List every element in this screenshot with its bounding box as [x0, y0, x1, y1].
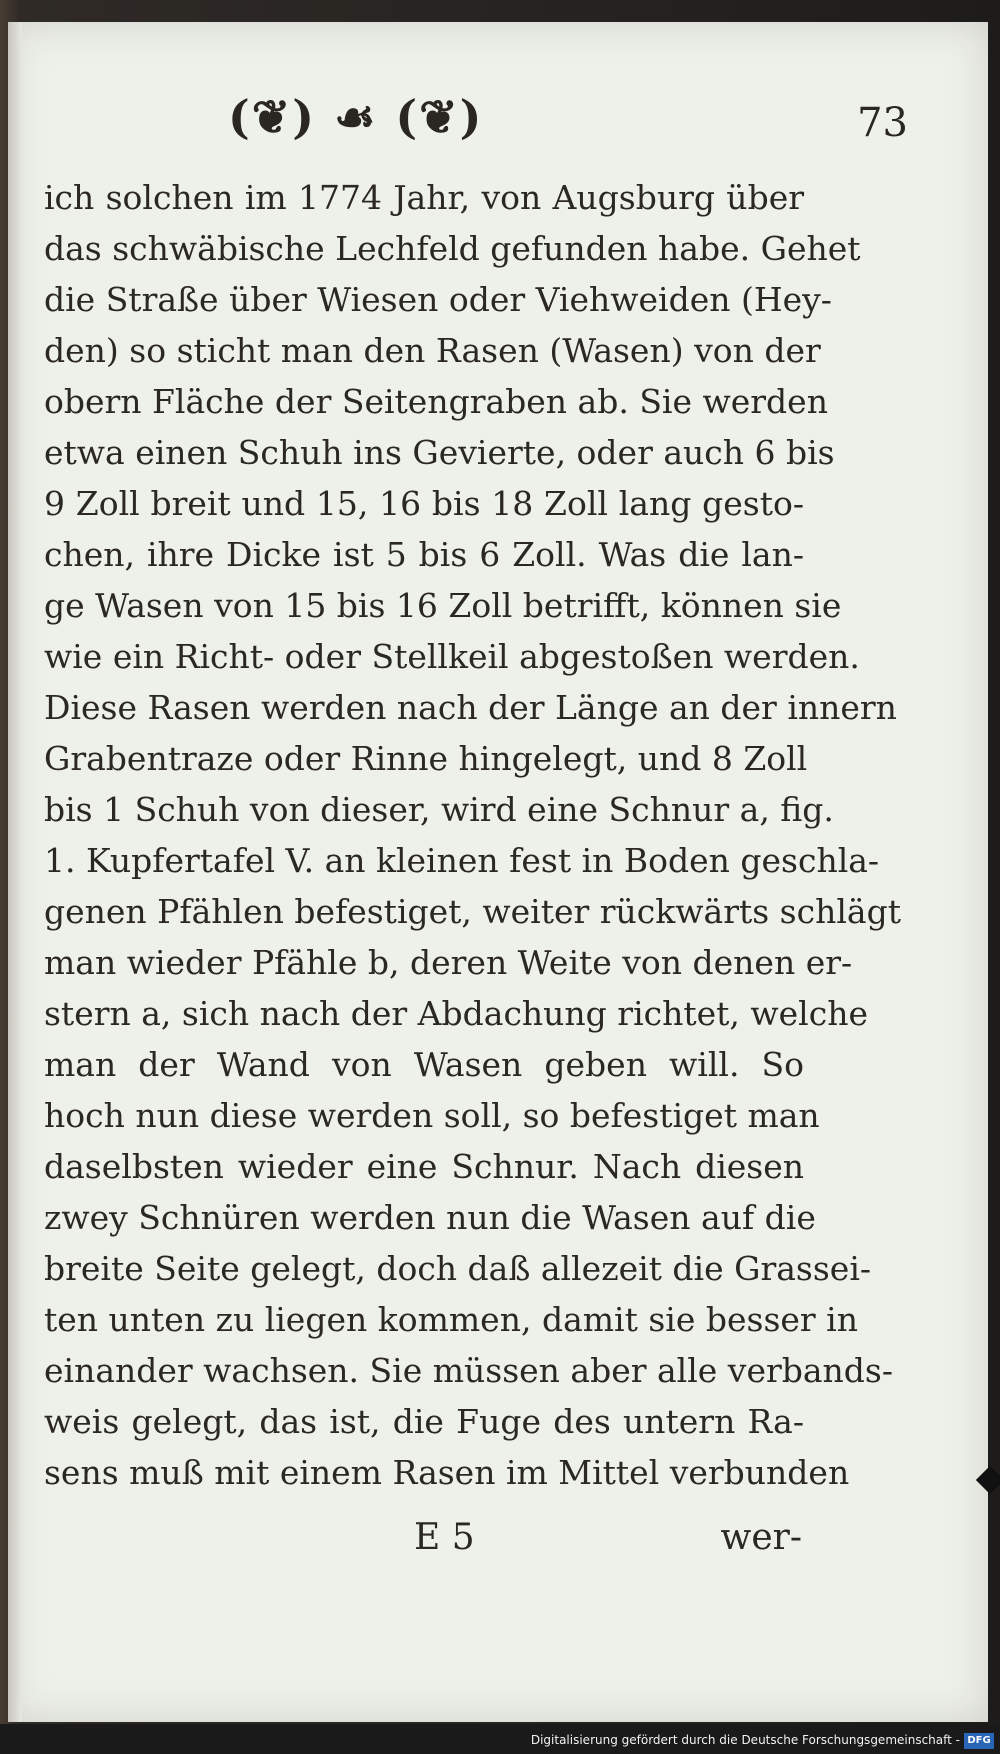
- text-line: daselbsten wieder eine Schnur. Nach diesen: [44, 1147, 804, 1186]
- header-ornament: (❦) ☙ (❦): [228, 90, 484, 144]
- text-line: einander wachsen. Sie müssen aber alle verbands-: [44, 1351, 894, 1390]
- text-line: obern Fläche der Seitengraben ab. Sie werden: [44, 382, 828, 421]
- text-line: bis 1 Schuh von dieser, wird eine Schnur a, fig.: [44, 790, 834, 829]
- text-line: chen, ihre Dicke ist 5 bis 6 Zoll. Was die lan-: [44, 535, 804, 574]
- text-line: man der Wand von Wasen geben will. So: [44, 1045, 804, 1084]
- page-number: 73: [857, 100, 908, 146]
- text-line: stern a, sich nach der Abdachung richtet, welche: [44, 994, 868, 1033]
- catchword: wer-: [720, 1517, 802, 1558]
- text-line: Grabentraze oder Rinne hingelegt, und 8 Zoll: [44, 739, 808, 778]
- text-line: hoch nun diese werden soll, so befestiget man: [44, 1096, 820, 1135]
- digitization-footer: [0, 1724, 1000, 1754]
- page-header: [48, 90, 908, 170]
- book-page: [8, 22, 988, 1722]
- text-line: die Straße über Wiesen oder Viehweiden (Hey-: [44, 280, 832, 319]
- text-line: ich solchen im 1774 Jahr, von Augsburg über: [44, 178, 804, 217]
- text-line: das schwäbische Lechfeld gefunden habe. Gehet: [44, 229, 861, 268]
- text-line: sens muß mit einem Rasen im Mittel verbunden: [44, 1453, 850, 1492]
- text-line: ge Wasen von 15 bis 16 Zoll betrifft, können sie: [44, 586, 842, 625]
- page-footer: [44, 1517, 804, 1569]
- signature-mark: E 5: [414, 1517, 475, 1558]
- text-line: 1. Kupfertafel V. an kleinen fest in Boden geschla-: [44, 841, 880, 880]
- text-line: breite Seite gelegt, doch daß allezeit die Grassei-: [44, 1249, 872, 1288]
- text-line: man wieder Pfähle b, deren Weite von denen er-: [44, 943, 853, 982]
- text-line: den) so sticht man den Rasen (Wasen) von der: [44, 331, 821, 370]
- dfg-logo: DFG: [964, 1733, 994, 1749]
- text-line: wie ein Richt- oder Stellkeil abgestoßen werden.: [44, 637, 860, 676]
- text-line: etwa einen Schuh ins Gevierte, oder auch 6 bis: [44, 433, 835, 472]
- text-line: ten unten zu liegen kommen, damit sie besser in: [44, 1300, 858, 1339]
- page-edge: [8, 22, 22, 1722]
- text-line: Diese Rasen werden nach der Länge an der innern: [44, 688, 897, 727]
- body-text: [44, 172, 901, 1498]
- text-line: weis gelegt, das ist, die Fuge des untern Ra-: [44, 1402, 804, 1441]
- footer-credit: Digitalisierung gefördert durch die Deutsche Forschungsgemeinschaft -: [530, 1733, 960, 1747]
- text-line: 9 Zoll breit und 15, 16 bis 18 Zoll lang gesto-: [44, 484, 804, 523]
- text-line: zwey Schnüren werden nun die Wasen auf die: [44, 1198, 816, 1237]
- text-line: genen Pfählen befestiget, weiter rückwärts schlägt: [44, 892, 901, 931]
